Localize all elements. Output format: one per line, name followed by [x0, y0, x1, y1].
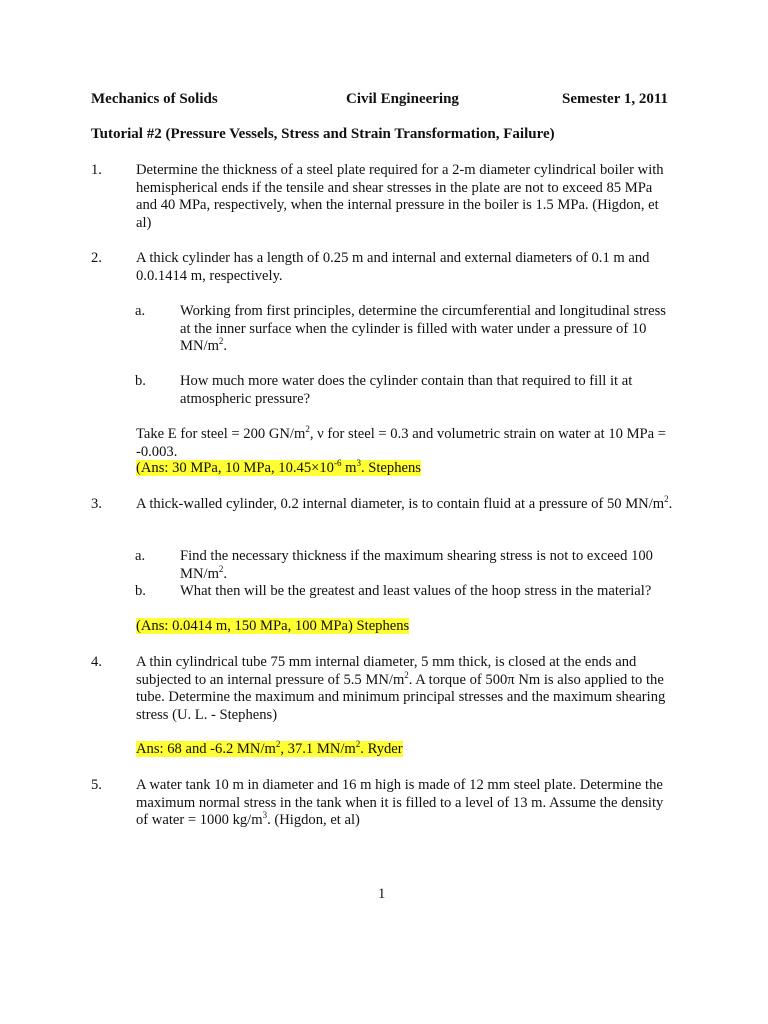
document-header: [91, 91, 668, 111]
question-number: 4.: [91, 654, 102, 670]
course-name: Mechanics of Solids: [91, 91, 218, 107]
question-text: A thick cylinder has a length of 0.25 m and internal and external diameters of 0.1 m and 0.0.1414 m, respectively.: [136, 250, 650, 284]
question-3-answer: (Ans: 0.0414 m, 150 MPa, 100 MPa) Stephens: [136, 618, 410, 634]
question-text: A thick-walled cylinder, 0.2 internal diameter, is to contain fluid at a pressure of 50 $MN/m^2$.: [136, 494, 673, 512]
part-letter: a.: [135, 303, 146, 319]
part-text: What then will be the greatest and least values of the hoop stress in the material?: [180, 583, 652, 599]
question-2-answer: (Ans: 30 MPa, 10 MPa, $10.45\times 10^{-6}$ $m^3$. Stephens: [136, 458, 421, 476]
question-2-note: Take E for steel = 200 $GN/m^2$, ν for steel = 0.3 and volumetric strain on water at 10 MPa = -0.003.: [136, 424, 667, 460]
part-letter: b.: [135, 373, 146, 389]
question-number: 2.: [91, 250, 102, 266]
part-text: Working from first principles, determine the circumferential and longitudinal stress at the inner surface when the cylinder is filled with water under a pressure of 10 $MN/m^2$.: [180, 303, 666, 354]
question-number: 1.: [91, 162, 102, 178]
department-name: Civil Engineering: [346, 91, 459, 107]
question-number: 3.: [91, 496, 102, 512]
question-text: A water tank 10 m in diameter and 16 m high is made of 12 mm steel plate. Determine the maximum normal stress in the tank when it is filled to a level of 13 m. Assume the density of water = 1000 $kg/m^3$. (Higdon, et al): [136, 777, 664, 828]
question-4-answer: Ans: 68 and -6.2 $MN/m^2$, 37.1 $MN/m^2$. Ryder: [136, 739, 403, 757]
semester-label: Semester 1, 2011: [562, 91, 668, 107]
part-text: How much more water does the cylinder contain than that required to fill it at atmospheric pressure?: [180, 373, 633, 407]
tutorial-title: Tutorial #2 (Pressure Vessels, Stress and Strain Transformation, Failure): [91, 126, 555, 142]
page-number: 1: [378, 886, 386, 902]
part-text: Find the necessary thickness if the maximum shearing stress is not to exceed 100 $MN/m^2$.: [180, 548, 653, 582]
question-text: Determine the thickness of a steel plate required for a 2-m diameter cylindrical boiler with hemispherical ends if the tensile and shear stresses in the plate are not to exceed 85 MPa and 40 MPa, respectively, when the internal pressure in the boiler is 1.5 MPa. (Higdon, et al): [136, 162, 664, 231]
part-letter: b.: [135, 583, 146, 599]
question-text: A thin cylindrical tube 75 mm internal diameter, 5 mm thick, is closed at the ends and subjected to an internal pressure of 5.5 $MN/m^2$. A torque of 500π Nm is also applied to the tube. Determine the maximum and minimum principal stresses and the maximum shearing stress (U. L. - Stephens): [136, 654, 666, 723]
part-letter: a.: [135, 548, 146, 564]
question-number: 5.: [91, 777, 102, 793]
